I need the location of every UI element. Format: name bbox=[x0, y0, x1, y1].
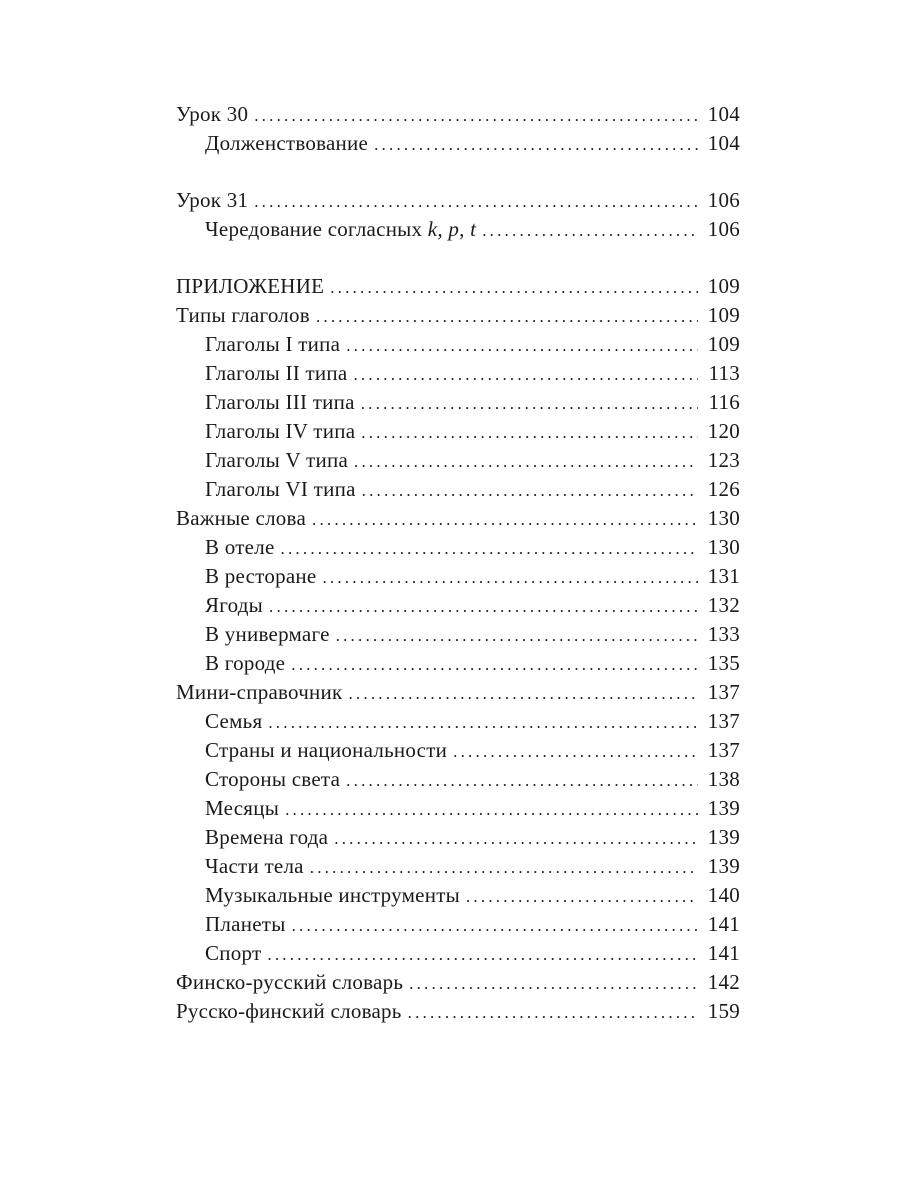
toc-entry-title-text: Страны и национальности bbox=[205, 738, 448, 762]
toc-entry-title bbox=[205, 359, 353, 388]
toc-entry-title bbox=[176, 186, 254, 215]
toc-entry-page-number: 137 bbox=[707, 738, 740, 762]
toc-entry-title-text: Спорт bbox=[205, 941, 262, 965]
toc-entry[interactable] bbox=[176, 736, 740, 765]
dot-leader bbox=[334, 824, 698, 853]
dot-leader bbox=[361, 389, 698, 418]
toc-entry[interactable] bbox=[176, 794, 740, 823]
dot-leader bbox=[466, 882, 698, 911]
toc-entry-title-text: Времена года bbox=[205, 825, 329, 849]
toc-entry[interactable] bbox=[176, 562, 740, 591]
toc-entry[interactable] bbox=[176, 359, 740, 388]
toc-entry-title-text: Семья bbox=[205, 709, 263, 733]
dot-leader bbox=[346, 766, 698, 795]
toc-entry-page-number: 132 bbox=[707, 593, 740, 617]
toc-entry-title bbox=[176, 504, 312, 533]
toc-entry-page-number: 141 bbox=[707, 912, 740, 936]
toc-entry-page-number: 139 bbox=[707, 854, 740, 878]
toc-entry-page-number: 137 bbox=[707, 680, 740, 704]
toc-entry-title bbox=[176, 678, 348, 707]
dot-leader bbox=[336, 621, 698, 650]
toc-entry-page-number: 139 bbox=[707, 825, 740, 849]
toc-entry-page-number: 104 bbox=[707, 102, 740, 126]
toc-entry-page-number: 142 bbox=[707, 970, 740, 994]
toc-entry[interactable] bbox=[176, 330, 740, 359]
dot-leader bbox=[281, 534, 698, 563]
toc-entry[interactable] bbox=[176, 100, 740, 129]
dot-leader bbox=[408, 998, 698, 1027]
toc-entry-page-number: 106 bbox=[707, 217, 740, 241]
toc-entry-title-text: Глаголы II типа bbox=[205, 361, 348, 385]
toc-entry-title bbox=[205, 794, 285, 823]
toc-entry-page-number: 140 bbox=[707, 883, 740, 907]
toc-entry-title-text: Части тела bbox=[205, 854, 304, 878]
toc-entry-title-text: Глаголы I типа bbox=[205, 332, 341, 356]
toc-entry-page-number: 138 bbox=[707, 767, 740, 791]
toc-entry-page-number: 130 bbox=[707, 506, 740, 530]
toc-entry-title-text: Глаголы V типа bbox=[205, 448, 349, 472]
dot-leader bbox=[361, 418, 698, 447]
toc-entry[interactable] bbox=[176, 129, 740, 158]
toc-entry[interactable] bbox=[176, 881, 740, 910]
dot-leader bbox=[254, 101, 698, 130]
toc-entry-title bbox=[205, 649, 291, 678]
toc-entry-page-number: 135 bbox=[707, 651, 740, 675]
toc-entry-title bbox=[205, 388, 361, 417]
toc-entry[interactable] bbox=[176, 475, 740, 504]
toc-entry[interactable] bbox=[176, 272, 740, 301]
toc-entry-title bbox=[205, 591, 269, 620]
toc-entry-page-number: 104 bbox=[707, 131, 740, 155]
dot-leader bbox=[268, 708, 698, 737]
toc-entry-title-text: Музыкальные инструменты bbox=[205, 883, 460, 907]
toc-entry-title-text: В отеле bbox=[205, 535, 275, 559]
dot-leader bbox=[269, 592, 698, 621]
toc-entry-title bbox=[205, 620, 336, 649]
dot-leader bbox=[312, 505, 698, 534]
toc-entry-page-number: 126 bbox=[707, 477, 740, 501]
toc-entry-page-number: 131 bbox=[707, 564, 740, 588]
dot-leader bbox=[362, 476, 698, 505]
dot-leader bbox=[254, 187, 698, 216]
toc-entry-title-text: Финско-русский словарь bbox=[176, 970, 404, 994]
toc-entry-title-text: Стороны света bbox=[205, 767, 341, 791]
toc-entry[interactable] bbox=[176, 417, 740, 446]
dot-leader bbox=[482, 216, 698, 245]
toc-entry-title bbox=[205, 707, 268, 736]
toc-entry-page-number: 123 bbox=[707, 448, 740, 472]
toc-entry[interactable] bbox=[176, 765, 740, 794]
toc-entry-page-number: 109 bbox=[707, 332, 740, 356]
toc-entry[interactable] bbox=[176, 446, 740, 475]
toc-entry-title bbox=[205, 129, 374, 158]
toc-entry-title-text: Типы глаголов bbox=[176, 303, 310, 327]
dot-leader bbox=[267, 940, 698, 969]
toc-entry-title-text: Важные слова bbox=[176, 506, 307, 530]
toc-entry-title bbox=[205, 215, 482, 244]
toc-entry-page-number: 159 bbox=[707, 999, 740, 1023]
toc-entry[interactable] bbox=[176, 968, 740, 997]
toc-entry-title-italic: k, p, t bbox=[427, 217, 477, 241]
toc-entry-page-number: 120 bbox=[707, 419, 740, 443]
toc-entry-title bbox=[205, 446, 354, 475]
toc-entry-page-number: 141 bbox=[707, 941, 740, 965]
dot-leader bbox=[310, 853, 698, 882]
toc-entry-title bbox=[176, 301, 316, 330]
toc-entry-title bbox=[205, 330, 346, 359]
dot-leader bbox=[453, 737, 698, 766]
dot-leader bbox=[353, 360, 698, 389]
toc-entry-title-text: Ягоды bbox=[205, 593, 264, 617]
toc-entry[interactable] bbox=[176, 504, 740, 533]
toc-entry[interactable] bbox=[176, 707, 740, 736]
dot-leader bbox=[354, 447, 698, 476]
toc-entry[interactable] bbox=[176, 591, 740, 620]
toc-entry-title bbox=[205, 881, 466, 910]
toc-entry[interactable] bbox=[176, 186, 740, 215]
toc-entry-title bbox=[205, 417, 361, 446]
toc-entry-page-number: 109 bbox=[707, 303, 740, 327]
toc-entry[interactable] bbox=[176, 823, 740, 852]
toc-entry-page-number: 130 bbox=[707, 535, 740, 559]
toc-entry-title-text: В ресторане bbox=[205, 564, 317, 588]
toc-entry-title-text: В городе bbox=[205, 651, 286, 675]
toc-entry[interactable] bbox=[176, 388, 740, 417]
toc-entry-title bbox=[176, 100, 254, 129]
toc-entry-title bbox=[205, 736, 453, 765]
toc-entry-title-text: Глаголы IV типа bbox=[205, 419, 356, 443]
toc-entry-title bbox=[205, 939, 267, 968]
toc-entry-title bbox=[205, 533, 281, 562]
toc-entry[interactable] bbox=[176, 301, 740, 330]
table-of-contents bbox=[176, 100, 740, 1026]
toc-entry-page-number: 139 bbox=[707, 796, 740, 820]
dot-leader bbox=[374, 130, 698, 159]
toc-entry-title bbox=[205, 562, 322, 591]
toc-entry[interactable] bbox=[176, 678, 740, 707]
toc-entry-page-number: 113 bbox=[708, 361, 740, 385]
toc-entry[interactable] bbox=[176, 852, 740, 881]
dot-leader bbox=[292, 911, 698, 940]
toc-entry-title bbox=[205, 765, 346, 794]
toc-entry[interactable] bbox=[176, 997, 740, 1026]
toc-entry-page-number: 106 bbox=[707, 188, 740, 212]
toc-entry[interactable] bbox=[176, 910, 740, 939]
toc-entry-title-text: В универмаге bbox=[205, 622, 330, 646]
toc-entry-title bbox=[176, 968, 409, 997]
toc-entry-title-text: Планеты bbox=[205, 912, 286, 936]
toc-entry-title bbox=[205, 475, 362, 504]
toc-entry[interactable] bbox=[176, 620, 740, 649]
toc-entry-title-text: Чередование согласных bbox=[205, 217, 428, 241]
toc-entry-title bbox=[205, 910, 292, 939]
toc-entry-title-text: Урок 30 bbox=[176, 102, 249, 126]
dot-leader bbox=[346, 331, 698, 360]
toc-entry-page-number: 137 bbox=[707, 709, 740, 733]
toc-entry-title-text: Русско-финский словарь bbox=[176, 999, 402, 1023]
toc-entry-title-text: Мини-справочник bbox=[176, 680, 343, 704]
dot-leader bbox=[291, 650, 698, 679]
toc-entry-title bbox=[205, 852, 310, 881]
toc-entry-title-text: Глаголы VI типа bbox=[205, 477, 356, 501]
toc-entry-page-number: 109 bbox=[707, 274, 740, 298]
toc-entry[interactable] bbox=[176, 939, 740, 968]
toc-entry[interactable] bbox=[176, 649, 740, 678]
toc-entry-title-text: Долженствование bbox=[205, 131, 369, 155]
toc-entry-page-number: 133 bbox=[707, 622, 740, 646]
dot-leader bbox=[285, 795, 698, 824]
toc-entry-title-text: Глаголы III типа bbox=[205, 390, 355, 414]
toc-entry-title bbox=[176, 272, 330, 301]
dot-leader bbox=[330, 273, 698, 302]
toc-entry-title-text: Месяцы bbox=[205, 796, 280, 820]
dot-leader bbox=[322, 563, 698, 592]
toc-entry[interactable] bbox=[176, 533, 740, 562]
toc-entry-page-number: 116 bbox=[708, 390, 740, 414]
dot-leader bbox=[409, 969, 698, 998]
toc-entry-title bbox=[176, 997, 408, 1026]
toc-entry-title-text: ПРИЛОЖЕНИЕ bbox=[176, 274, 325, 298]
toc-entry[interactable] bbox=[176, 215, 740, 244]
toc-entry-title-text: Урок 31 bbox=[176, 188, 249, 212]
dot-leader bbox=[348, 679, 698, 708]
dot-leader bbox=[316, 302, 698, 331]
toc-entry-title bbox=[205, 823, 334, 852]
